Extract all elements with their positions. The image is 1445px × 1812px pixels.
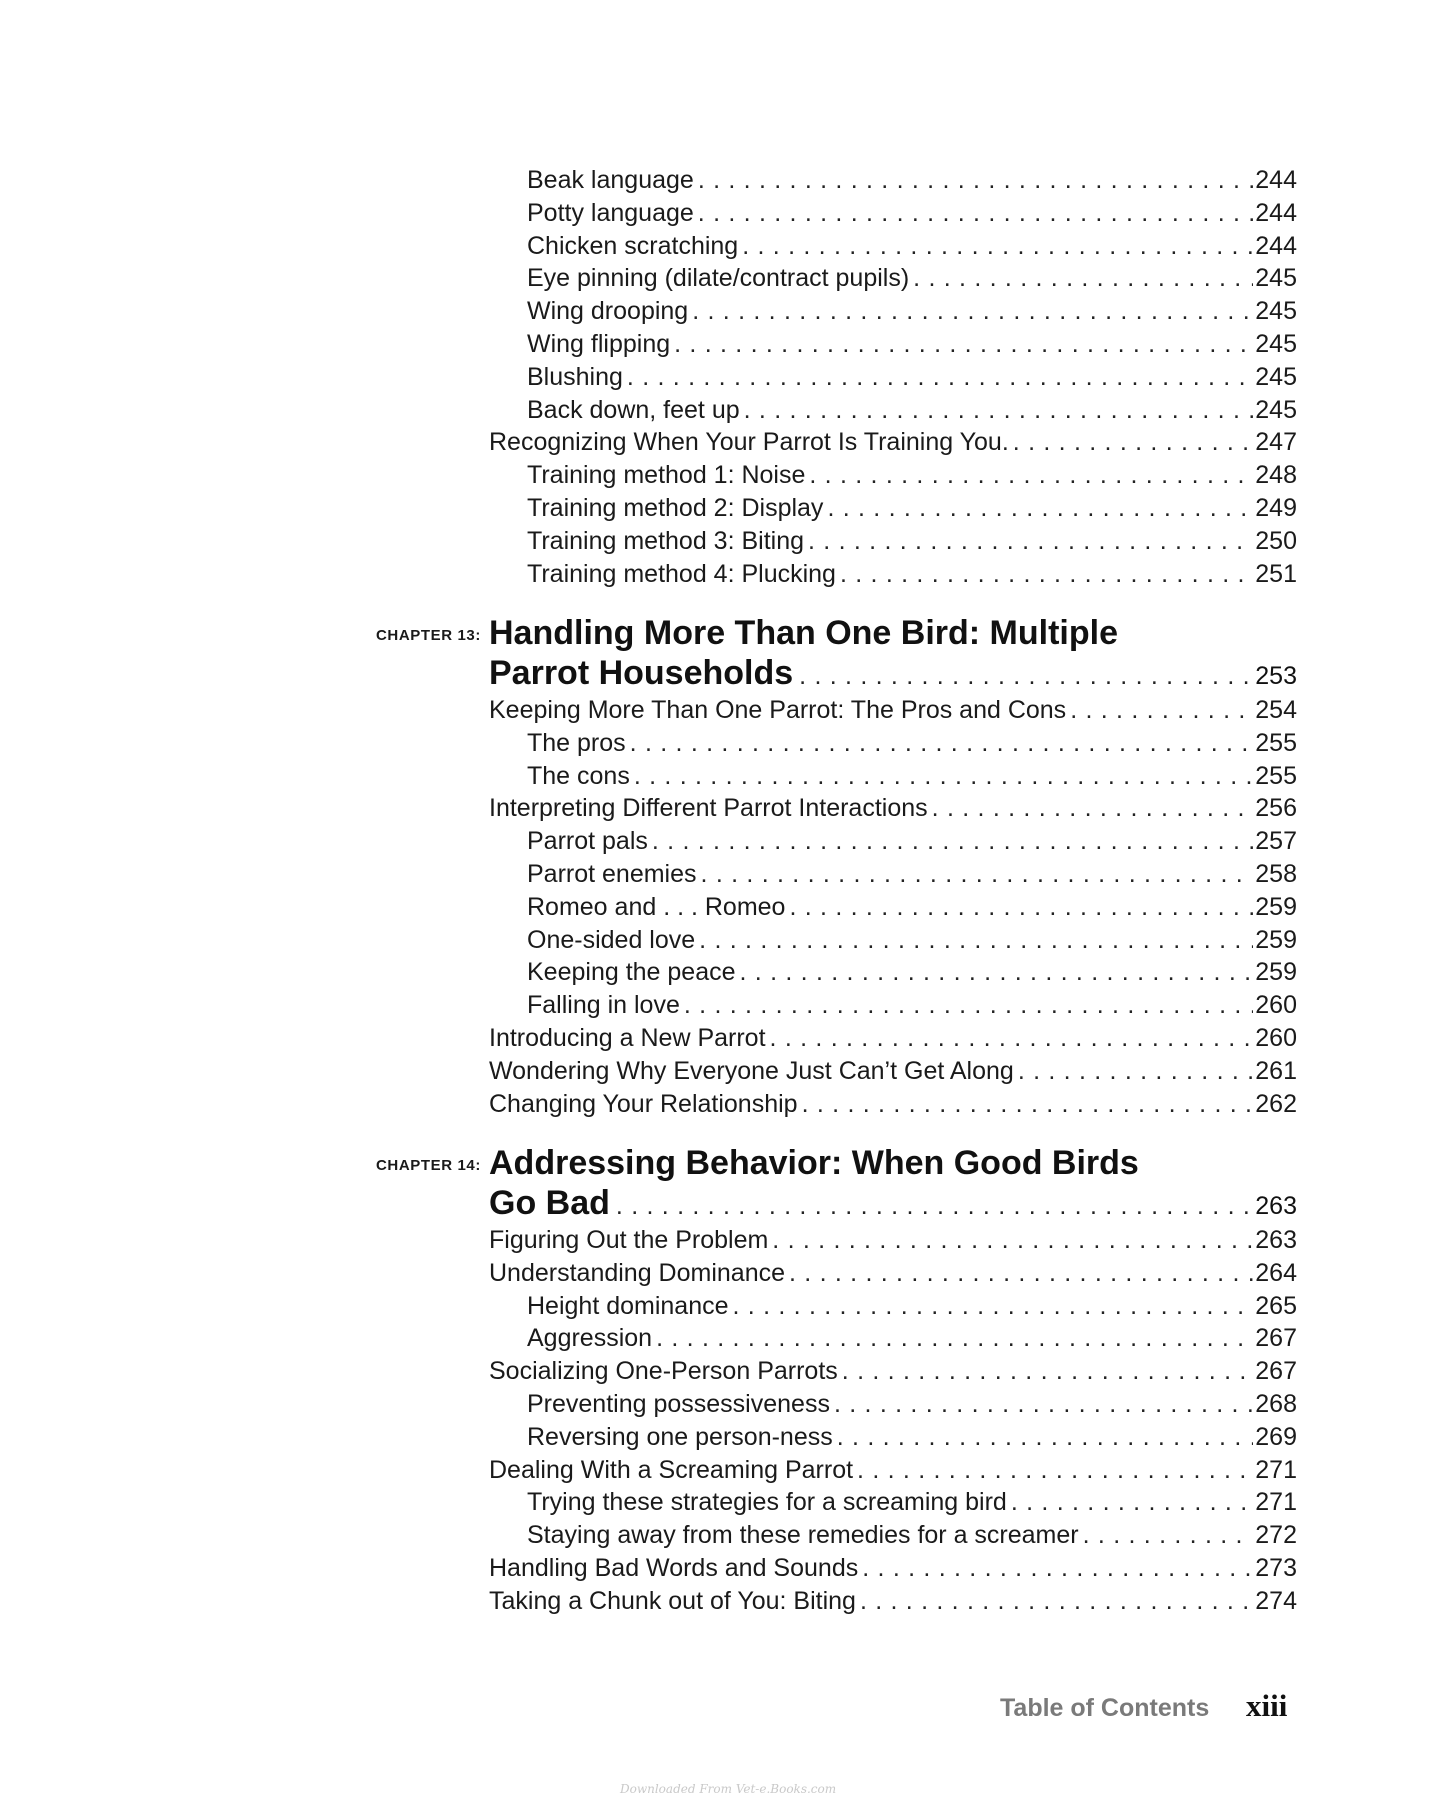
toc-entry-page: 254 <box>1255 696 1297 724</box>
toc-entry-title: Blushing <box>527 362 623 391</box>
dot-leader <box>1013 426 1254 459</box>
toc-entry <box>489 558 1297 591</box>
toc-entry-title: Beak language <box>527 166 694 194</box>
toc-entry <box>489 956 1297 989</box>
dot-leader <box>837 1421 1254 1454</box>
toc-entry <box>489 1585 1297 1618</box>
chapter-14-entries <box>489 1224 1297 1618</box>
toc-entry <box>489 459 1297 492</box>
dot-leader <box>742 230 1253 263</box>
toc-entry-title: Understanding Dominance <box>489 1258 786 1287</box>
toc-entry <box>489 760 1297 793</box>
toc-entry-title: Potty language <box>527 198 694 227</box>
toc-entry-page: 271 <box>1255 1455 1297 1484</box>
toc-entry-title: Recognizing When Your Parrot Is Training You. <box>489 428 1009 457</box>
chapter-page-number: 263 <box>1255 1192 1297 1220</box>
toc-entry-title: Wondering Why Everyone Just Can’t Get Along <box>489 1056 1014 1085</box>
dot-leader <box>799 656 1253 696</box>
dot-leader <box>772 1224 1253 1257</box>
toc-entry-title: Trying these strategies for a screaming bird <box>527 1488 1007 1517</box>
toc-entry-page: 271 <box>1255 1488 1297 1517</box>
toc-entry <box>489 891 1297 924</box>
toc-entry-page: 245 <box>1255 362 1297 391</box>
chapter-page-number: 253 <box>1255 662 1297 690</box>
dot-leader <box>634 760 1253 793</box>
toc-entry-title: Training method 3: Biting <box>527 526 805 555</box>
toc-entry-title: Training method 1: Noise <box>527 461 806 490</box>
toc-entry <box>489 262 1297 295</box>
toc-entry-title: Keeping the peace <box>527 958 736 987</box>
dot-leader <box>701 858 1254 891</box>
chapter-title-line-1: Addressing Behavior: When Good Birds <box>489 1144 1139 1182</box>
toc-entry-page: 262 <box>1255 1089 1297 1118</box>
toc-entry-title: Back down, feet up <box>527 395 740 424</box>
dot-leader <box>789 1257 1253 1290</box>
toc-entry <box>489 694 1297 727</box>
toc-entry-page: 269 <box>1255 1422 1297 1451</box>
toc-entry <box>489 792 1297 825</box>
toc-entry-page: 263 <box>1255 1226 1297 1254</box>
dot-leader <box>698 164 1253 197</box>
toc-entry <box>489 825 1297 858</box>
toc-entry-title: Training method 4: Plucking <box>527 559 836 588</box>
dot-leader <box>802 1088 1254 1121</box>
toc-entry-page: 260 <box>1255 991 1297 1020</box>
toc-entry-title: Parrot enemies <box>527 859 697 888</box>
toc-entry <box>489 394 1297 427</box>
toc-entry <box>489 361 1297 394</box>
chapter-label: CHAPTER 13: <box>376 627 481 644</box>
toc-entry-page: 267 <box>1255 1324 1297 1353</box>
toc-entry-page: 268 <box>1255 1389 1297 1418</box>
toc-entry <box>489 1421 1297 1454</box>
toc-entry <box>489 164 1297 197</box>
toc-entry-page: 244 <box>1255 198 1297 227</box>
toc-entry <box>489 989 1297 1022</box>
toc-entry <box>489 1257 1297 1290</box>
toc-entry <box>489 1355 1297 1388</box>
toc-entry-page: 244 <box>1255 231 1297 260</box>
dot-leader <box>1018 1055 1253 1088</box>
dot-leader <box>1070 694 1253 727</box>
toc-entry-title: Parrot pals <box>527 827 648 856</box>
toc-entry-title: Romeo and . . . Romeo <box>527 892 786 921</box>
toc-entry <box>489 230 1297 263</box>
chapter-title-text: Go Bad <box>489 1184 610 1222</box>
running-footer-title: Table of Contents <box>1000 1694 1210 1722</box>
toc-entry-page: 274 <box>1255 1586 1297 1615</box>
toc-entry-page: 255 <box>1255 761 1297 790</box>
watermark: Downloaded From Vet-e.Books.com <box>620 1782 837 1796</box>
toc-entry-title: The pros <box>527 728 626 757</box>
toc-entry-page: 249 <box>1255 493 1297 522</box>
toc-entry <box>489 1224 1297 1257</box>
toc-entry-title: Changing Your Relationship <box>489 1089 798 1118</box>
toc-entry-title: Handling Bad Words and Sounds <box>489 1553 859 1582</box>
dot-leader <box>913 262 1253 295</box>
toc-entry-title: Interpreting Different Parrot Interactions <box>489 794 928 823</box>
toc-entry-title: Reversing one person-ness <box>527 1422 833 1451</box>
toc-section-continued <box>489 164 1297 590</box>
toc-entry-page: 260 <box>1255 1023 1297 1052</box>
toc-entry-page: 245 <box>1255 297 1297 326</box>
toc-entry-title: Taking a Chunk out of You: Biting <box>489 1586 856 1615</box>
toc-entry-page: 272 <box>1255 1521 1297 1550</box>
dot-leader <box>744 394 1254 427</box>
dot-leader <box>627 361 1253 394</box>
toc-entry-page: 259 <box>1255 925 1297 954</box>
toc-entry <box>489 328 1297 361</box>
toc-entry <box>489 1290 1297 1323</box>
toc-entry-page: 244 <box>1255 166 1297 194</box>
toc-entry-page: 251 <box>1255 559 1297 588</box>
toc-entry-page: 257 <box>1255 827 1297 856</box>
chapter-title-line-2 <box>489 1183 1297 1223</box>
toc-entry-title: Chicken scratching <box>527 231 739 260</box>
toc-entry-title: Training method 2: Display <box>527 493 824 522</box>
toc-entry-title: Staying away from these remedies for a screamer <box>527 1521 1079 1550</box>
dot-leader <box>834 1388 1253 1421</box>
toc-entry-page: 247 <box>1255 428 1297 457</box>
page-number: xiii <box>1246 1688 1288 1723</box>
toc-entry-page: 258 <box>1255 859 1297 888</box>
toc-entry-title: Falling in love <box>527 991 680 1020</box>
toc-entry-page: 245 <box>1255 395 1297 424</box>
toc-entry-page: 259 <box>1255 892 1297 921</box>
dot-leader <box>698 197 1253 230</box>
dot-leader <box>860 1585 1253 1618</box>
toc-entry <box>489 1322 1297 1355</box>
toc-entry-title: Figuring Out the Problem <box>489 1226 769 1254</box>
toc-entry-title: The cons <box>527 761 630 790</box>
dot-leader <box>1083 1519 1254 1552</box>
toc-entry <box>489 1486 1297 1519</box>
dot-leader <box>616 1186 1253 1226</box>
dot-leader <box>827 492 1253 525</box>
dot-leader <box>692 295 1253 328</box>
dot-leader <box>699 924 1253 957</box>
toc-entry <box>489 197 1297 230</box>
dot-leader <box>684 989 1253 1022</box>
dot-leader <box>809 459 1253 492</box>
chapter-title-text: Parrot Households <box>489 654 794 692</box>
chapter-title <box>489 613 1297 693</box>
dot-leader <box>932 792 1254 825</box>
dot-leader <box>1011 1486 1253 1519</box>
toc-entry <box>489 1519 1297 1552</box>
toc-entry-title: Aggression <box>527 1324 653 1353</box>
chapter-title <box>489 1143 1297 1223</box>
toc-entry-title: One-sided love <box>527 925 696 954</box>
toc-entry-title: Wing flipping <box>527 329 671 358</box>
toc-entry <box>489 525 1297 558</box>
toc-entry <box>489 1552 1297 1585</box>
toc-entry-title: Preventing possessiveness <box>527 1389 830 1418</box>
toc-entry <box>489 1388 1297 1421</box>
dot-leader <box>842 1355 1254 1388</box>
toc-entry-title: Introducing a New Parrot <box>489 1023 766 1052</box>
dot-leader <box>840 558 1253 591</box>
dot-leader <box>733 1290 1254 1323</box>
toc-entry-title: Keeping More Than One Parrot: The Pros and Cons <box>489 696 1067 724</box>
toc-entry-page: 259 <box>1255 958 1297 987</box>
toc-entry-title: Eye pinning (dilate/contract pupils) <box>527 264 910 293</box>
toc-entry <box>489 727 1297 760</box>
dot-leader <box>770 1022 1254 1055</box>
dot-leader <box>862 1552 1253 1585</box>
toc-entry-page: 245 <box>1255 329 1297 358</box>
toc-entry-page: 245 <box>1255 264 1297 293</box>
chapter-title-line-2 <box>489 653 1297 693</box>
toc-entry-page: 267 <box>1255 1357 1297 1386</box>
chapter-title-line-1: Handling More Than One Bird: Multiple <box>489 614 1118 652</box>
toc-entry-page: 248 <box>1255 461 1297 490</box>
toc-entry-title: Height dominance <box>527 1291 729 1320</box>
toc-entry <box>489 295 1297 328</box>
toc-entry-page: 264 <box>1255 1258 1297 1287</box>
toc-entry-page: 265 <box>1255 1291 1297 1320</box>
dot-leader <box>740 956 1254 989</box>
chapter-13-entries <box>489 694 1297 1120</box>
dot-leader <box>808 525 1253 558</box>
dot-leader <box>630 727 1254 760</box>
dot-leader <box>652 825 1253 858</box>
dot-leader <box>656 1322 1253 1355</box>
toc-entry-title: Wing drooping <box>527 297 689 326</box>
toc-entry <box>489 492 1297 525</box>
toc-entry-page: 273 <box>1255 1553 1297 1582</box>
toc-entry <box>489 858 1297 891</box>
toc-entry-page: 261 <box>1255 1056 1297 1085</box>
dot-leader <box>857 1454 1253 1487</box>
toc-entry <box>489 426 1297 459</box>
toc-entry <box>489 1454 1297 1487</box>
toc-entry-title: Dealing With a Screaming Parrot <box>489 1455 854 1484</box>
chapter-label: CHAPTER 14: <box>376 1157 481 1174</box>
toc-entry <box>489 1055 1297 1088</box>
toc-entry <box>489 924 1297 957</box>
toc-entry <box>489 1088 1297 1121</box>
dot-leader <box>789 891 1253 924</box>
toc-entry-title: Socializing One-Person Parrots <box>489 1357 838 1386</box>
toc-entry-page: 250 <box>1255 526 1297 555</box>
toc-entry-page: 255 <box>1255 728 1297 757</box>
toc-entry-page: 256 <box>1255 794 1297 823</box>
dot-leader <box>674 328 1253 361</box>
toc-entry <box>489 1022 1297 1055</box>
